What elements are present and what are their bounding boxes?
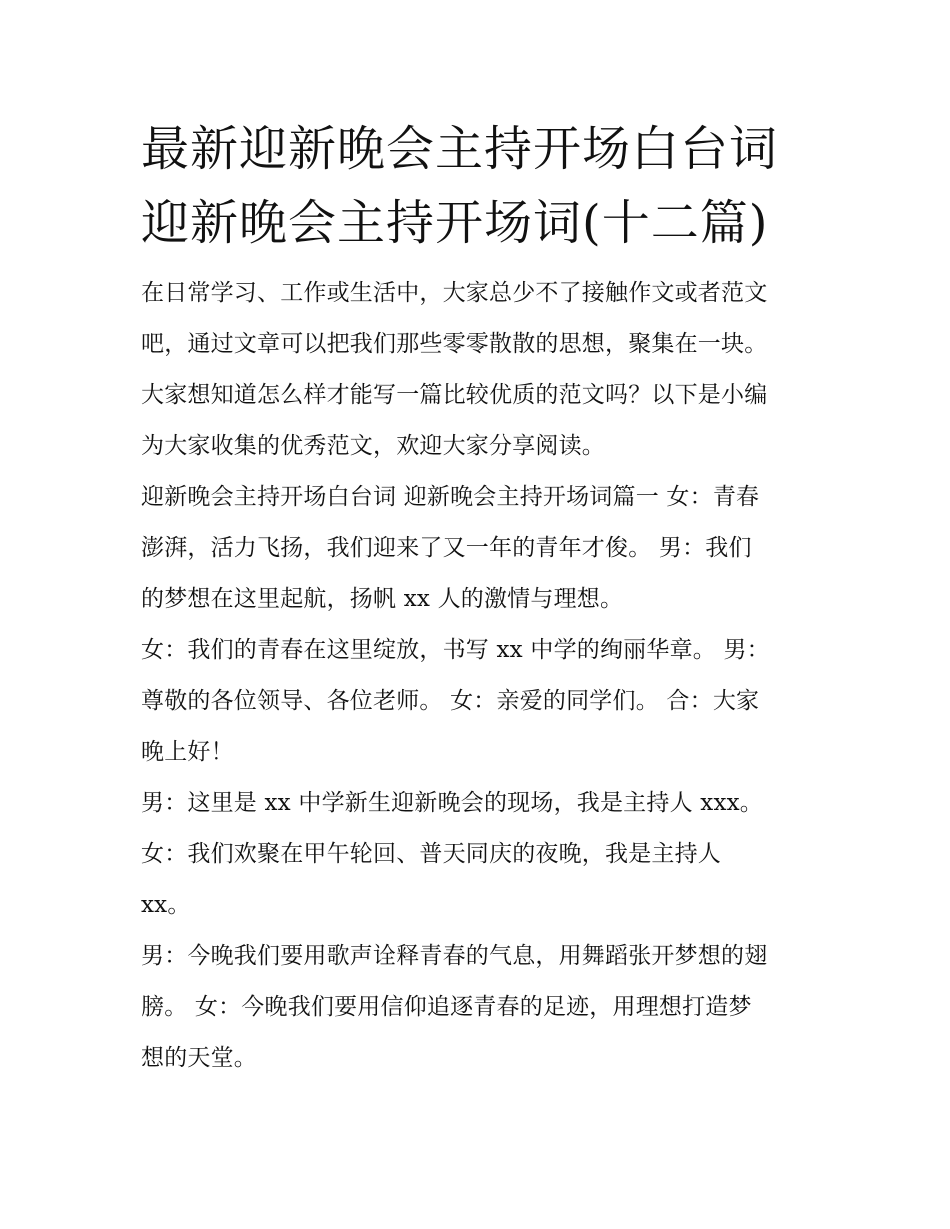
body-paragraph [141, 931, 821, 1084]
body-paragraph [141, 829, 821, 931]
text-line: 男：今晚我们要用歌声诠释青春的气息，用舞蹈张开梦想的翅 [141, 943, 768, 969]
text-line: 为大家收集的优秀范文，欢迎大家分享阅读。 [141, 433, 605, 459]
text-line: 澎湃，活力飞扬，我们迎来了又一年的青年才俊。 男：我们 [141, 535, 752, 561]
text-line: 女：我们欢聚在甲午轮回、普天同庆的夜晚，我是主持人 [141, 841, 721, 867]
title-line: 最新迎新晚会主持开场白台词 [141, 121, 779, 177]
text-line: 膀。 女：今晚我们要用信仰追逐青春的足迹，用理想打造梦 [141, 994, 752, 1020]
text-line: 大家想知道怎么样才能写一篇比较优质的范文吗？以下是小编 [141, 382, 768, 408]
title-line: 迎新晚会主持开场词(十二篇) [141, 195, 769, 251]
document-page [141, 112, 821, 1084]
body-paragraph [141, 778, 821, 829]
text-line: 迎新晚会主持开场白台词 迎新晚会主持开场词篇一 女：青春 [141, 484, 760, 510]
body-paragraph [141, 625, 821, 778]
text-line: 在日常学习、工作或生活中，大家总少不了接触作文或者范文 [141, 280, 768, 306]
intro-paragraph [141, 268, 821, 472]
text-line: 的梦想在这里起航，扬帆 xx 人的激情与理想。 [141, 586, 624, 612]
text-line: xx。 [141, 892, 191, 918]
body-paragraph [141, 472, 821, 625]
text-line: 尊敬的各位领导、各位老师。 女：亲爱的同学们。 合：大家 [141, 688, 760, 714]
text-line: 男：这里是 xx 中学新生迎新晚会的现场，我是主持人 xxx。 [141, 790, 763, 816]
text-line: 吧，通过文章可以把我们那些零零散散的思想，聚集在一块。 [141, 331, 768, 357]
text-line: 女：我们的青春在这里绽放，书写 xx 中学的绚丽华章。 男： [141, 637, 770, 663]
text-line: 晚上好！ [141, 739, 234, 765]
document-title [141, 112, 821, 260]
text-line: 想的天堂。 [141, 1045, 257, 1071]
